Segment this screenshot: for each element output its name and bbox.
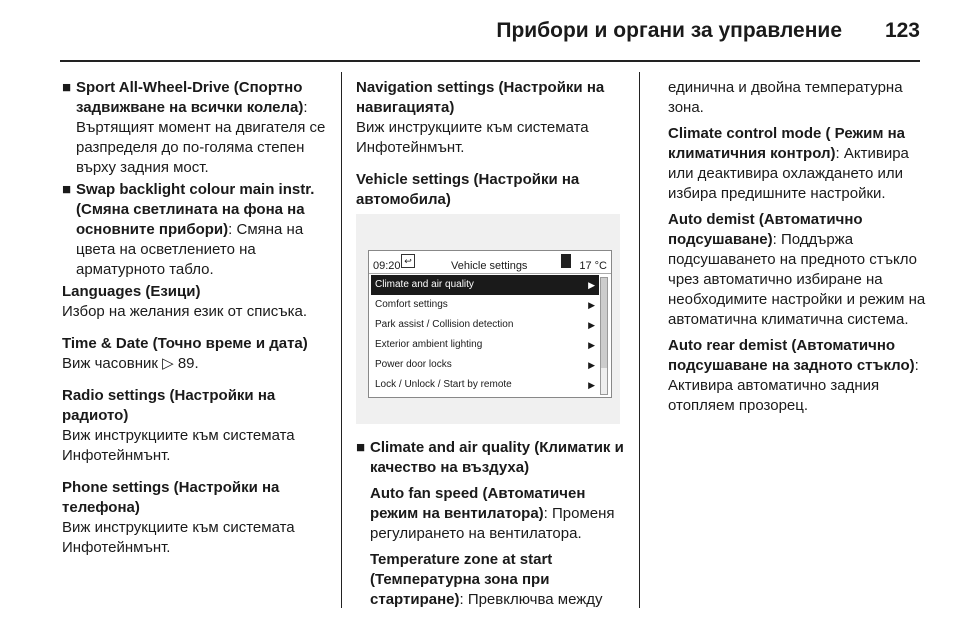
column-divider — [639, 72, 640, 608]
page-title: Прибори и органи за управление — [496, 19, 842, 42]
section — [62, 334, 330, 374]
chevron-right-icon: ▶ — [588, 380, 595, 390]
chevron-right-icon: ▶ — [588, 280, 595, 290]
scrollbar[interactable] — [600, 277, 608, 395]
page-reference[interactable]: 89. — [177, 355, 199, 372]
back-icon: ↩ — [401, 254, 415, 268]
page-number: 123 — [884, 19, 920, 42]
menu-item-label: Climate and air quality — [375, 279, 474, 290]
list-item: ■ Sport All-Wheel-Drive (Спортно задвижване на всички колела): Въртящият момент на двигателя се разпределя до по-голяма степен върху задния мост. — [62, 79, 326, 176]
list-item: ■ Swap backlight colour main instr. (Смяна светлината на фона на основните прибори): Смяна на цвета на осветлението на арматурното табло. — [62, 181, 315, 278]
menu-item[interactable] — [371, 275, 599, 295]
section-text: Виж инструкциите към системата Инфотейнмънт. — [62, 427, 295, 464]
item-heading: Sport All-Wheel-Drive (Спортно задвижване на всички колела) — [76, 79, 304, 116]
chevron-right-icon: ▶ — [588, 320, 595, 330]
display-temperature: 17 °C — [579, 260, 607, 272]
display-time: 09:20 — [373, 260, 401, 272]
menu-item-label: Park assist / Collision detection — [375, 319, 514, 330]
menu-item-label: Power door locks — [375, 359, 452, 370]
menu-item[interactable] — [371, 355, 599, 375]
item-text: Поддържа подсушаването на предното стъкло чрез автоматично избиране на необходимите настройки и режим на автоматична климатична система. — [668, 231, 926, 328]
chevron-right-icon: ▶ — [588, 300, 595, 310]
section-heading: Radio settings (Настройки на радиото) — [62, 387, 276, 424]
menu-item[interactable] — [371, 315, 599, 335]
bullet-icon: ■ — [356, 439, 366, 456]
section — [62, 478, 330, 558]
list-item — [356, 438, 624, 478]
section-heading: Navigation settings (Настройки на навигацията) — [356, 79, 605, 116]
infotainment-display — [368, 250, 612, 398]
item-text: Активира автоматично задния отопляем прозорец. — [668, 377, 880, 414]
section — [356, 170, 624, 210]
sub-item: Temperature zone at start (Температурна зона при стартиране): Превключва между — [370, 551, 603, 608]
item-heading: Auto rear demist (Автоматично подсушаване на задното стъкло) — [668, 337, 915, 374]
display-status-bar — [369, 251, 611, 274]
item-text: Активира или деактивира охлаждането или избира предишните настройки. — [668, 145, 909, 202]
sub-item: Climate control mode ( Режим на климатичния контрол): Активира или деактивира охлаждането или избира предишните настройки. — [668, 125, 909, 202]
climate-icon — [561, 254, 571, 268]
item-heading: Auto fan speed (Автоматичен режим на вентилатора) — [370, 485, 586, 522]
header-rule — [60, 60, 920, 62]
item-text: Превключва между — [467, 591, 603, 608]
continued-text: единична и двойна температурна зона. — [668, 79, 903, 116]
display-title: Vehicle settings — [451, 260, 528, 272]
item-heading: Swap backlight colour main instr. (Смяна светлината на фона на основните прибори) — [76, 181, 315, 238]
column-2 — [356, 78, 624, 610]
section-heading: Vehicle settings (Настройки на автомобила) — [356, 171, 580, 208]
section-heading: Time & Date (Точно време и дата) — [62, 335, 308, 352]
section-text: Избор на желания език от списъка. — [62, 303, 307, 320]
section-text: Виж часовник — [62, 355, 158, 372]
reference-arrow-icon: ▷ — [162, 355, 174, 372]
item-text: Променя регулирането на вентилатора. — [370, 505, 615, 542]
item-heading: Climate control mode ( Режим на климатичния контрол) — [668, 125, 905, 162]
item-heading: Auto demist (Автоматично подсушаване) — [668, 211, 863, 248]
vehicle-settings-screenshot — [356, 214, 620, 424]
item-text: Смяна на цвета на осветлението на арматурното табло. — [76, 221, 304, 278]
item-text: Въртящият момент на двигателя се разпределя до по-голяма степен върху задния мост. — [76, 119, 326, 176]
menu-item-label: Comfort settings — [375, 299, 448, 310]
column-divider — [341, 72, 342, 608]
section — [62, 282, 330, 322]
section-heading: Phone settings (Настройки на телефона) — [62, 479, 280, 516]
bullet-icon: ■ — [62, 79, 72, 96]
section — [356, 78, 624, 158]
menu-item[interactable] — [371, 375, 599, 395]
item-heading: Temperature zone at start (Температурна зона при стартиране) — [370, 551, 553, 608]
page-header — [0, 0, 960, 62]
chevron-right-icon: ▶ — [588, 340, 595, 350]
bullet-icon: ■ — [62, 181, 72, 198]
scrollbar-thumb[interactable] — [601, 278, 607, 368]
section-heading: Languages (Езици) — [62, 283, 201, 300]
section — [62, 386, 330, 466]
chevron-right-icon: ▶ — [588, 360, 595, 370]
column-3 — [668, 78, 930, 416]
column-1 — [62, 78, 330, 570]
settings-menu — [371, 275, 599, 395]
menu-item-label: Exterior ambient lighting — [375, 339, 483, 350]
menu-item[interactable] — [371, 335, 599, 355]
menu-item-label: Lock / Unlock / Start by remote — [375, 379, 512, 390]
item-heading: Climate and air quality (Климатик и качество на въздуха) — [370, 439, 624, 476]
menu-item[interactable] — [371, 295, 599, 315]
sub-item: Auto rear demist (Автоматично подсушаване на задното стъкло): Активира автоматично задния отопляем прозорец. — [668, 337, 919, 414]
sub-item: Auto demist (Автоматично подсушаване): Поддържа подсушаването на предното стъкло чрез автоматично избиране на необходимите настройки и режим на автоматична климатична система. — [668, 211, 926, 328]
section-text: Виж инструкциите към системата Инфотейнмънт. — [356, 119, 589, 156]
section-text: Виж инструкциите към системата Инфотейнмънт. — [62, 519, 295, 556]
sub-item: Auto fan speed (Автоматичен режим на вентилатора): Променя регулирането на вентилатора. — [370, 485, 615, 542]
